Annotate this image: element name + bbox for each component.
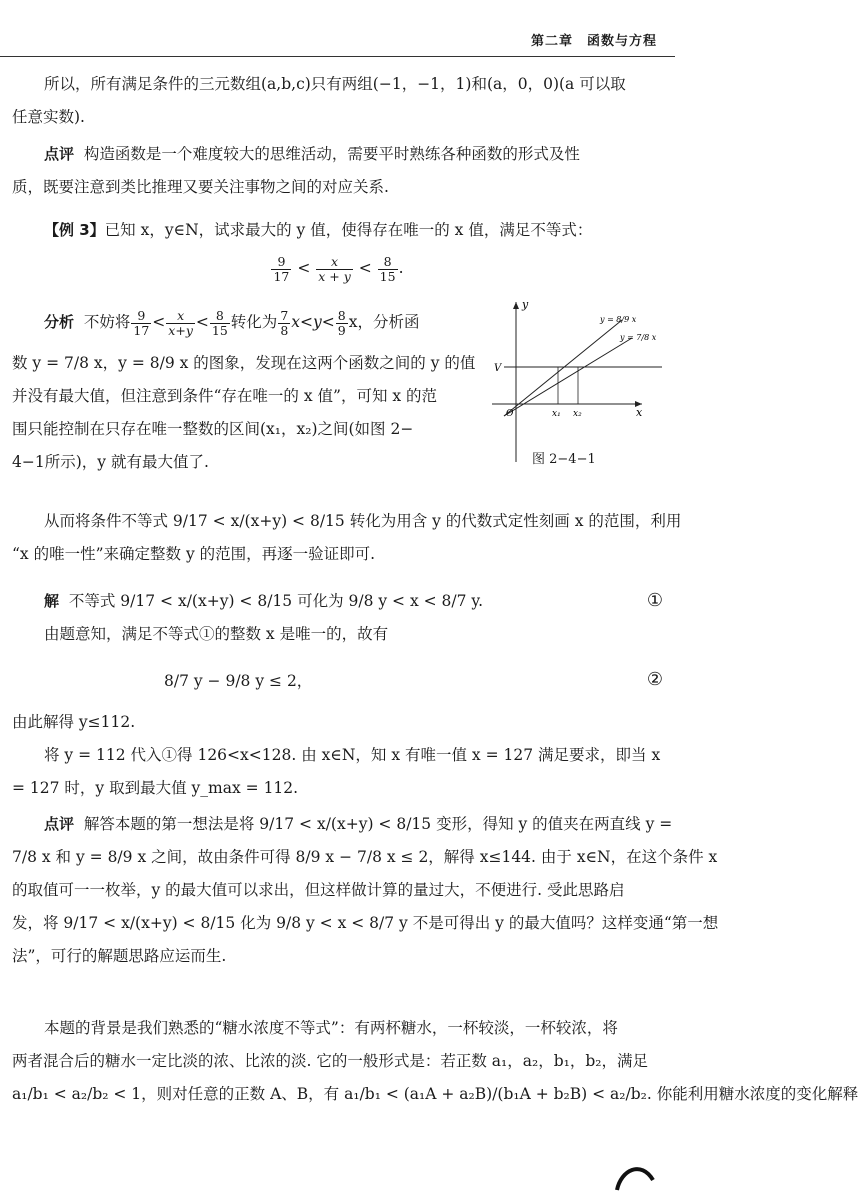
x-axis-label: x [636,406,643,419]
solution-label: 解 [44,592,60,610]
example-formula: $\frac{9}{17}$ < $\frac{x}{x + y}$ < $\frac{8}{15}$ . [273,253,404,284]
text-line: 7/8 x 和 y = 8/9 x 之间，故由条件可得 8/9 x − 7/8 x ≤ 2，解得 x≤144. 由于 x∈N，在这个条件 x [12,848,718,866]
figure-2-4-1 [482,292,668,472]
text-line: 并没有最大值，但注意到条件“存在唯一的 x 值”，可知 x 的范 [12,387,438,405]
analysis: 分析 不妨将 $\frac{9}{17}$ < $\frac{x}{x+y}$ < $\frac{8}{15}$ 转化为 $\frac{7}{8}$ x<y< $\frac{8}{9}$ x，分析函 数 y = 7/8 x，y = 8/9 x 的图象，发现在这两个函数之间的 y 的值 并没有最大值，但注意到条件“存在唯一的 x 值”，可知 x 的范 围只能控制在只存在唯一整数的区间(x₁，x₂)之间(如图 2− 4−1所示)，y 就有最大值了. [12,306,482,479]
equation-mark-2: ② [646,669,663,690]
text-line: 法”，可行的解题思路应运而生. [12,947,227,965]
figure-caption: 图 2−4−1 [532,452,596,467]
header-rule [0,56,675,57]
paragraph-background [12,1012,858,1111]
text-line: 所以，所有满足条件的三元数组(a,b,c)只有两组(−1，−1，1)和(a，0，0)(a 可以取 [44,75,626,93]
x1-label: x₁ [552,409,561,419]
paragraph-conclusion [12,68,662,134]
text-line: 从而将条件不等式 9/17 < x/(x+y) < 8/15 转化为用含 y 的代数式定性刻画 x 的范围，利用 [44,512,682,530]
text-line: 由此解得 y≤112. [12,713,136,731]
y-axis-label: y [522,298,529,311]
remark-1 [12,138,662,204]
running-header: 第二章 函数与方程 [530,34,657,49]
inequality-2: 8/7 y − 9/8 y ≤ 2， [164,672,313,690]
text-line: 发，将 9/17 < x/(x+y) < 8/15 化为 9/8 y < x < 8/7 y 不是可得出 y 的最大值吗？这样变通“第一想 [12,914,719,932]
x2-label: x₂ [573,409,582,419]
text-line: = 127 时，y 取到最大值 y_max = 112. [12,779,299,797]
origin-label: O [506,409,514,419]
text-line: 解答本题的第一想法是将 9/17 < x/(x+y) < 8/15 变形，得知 y 的值夹在两直线 y = [83,815,673,833]
text-line: 围只能控制在只存在唯一整数的区间(x₁，x₂)之间(如图 2− [12,420,414,438]
fraction: $\frac{9}{17}$ [273,253,290,284]
equation-mark-1: ① [646,590,663,611]
text-line: 数 y = 7/8 x，y = 8/9 x 的图象，发现在这两个函数之间的 y 的值 [12,354,476,372]
text-line: 不等式 9/17 < x/(x+y) < 8/15 可化为 9/8 y < x < 8/7 y. [68,592,484,610]
text-line: 质，既要注意到类比推理又要关注事物之间的对应关系. [12,178,389,196]
text-line: 本题的背景是我们熟悉的“糖水浓度不等式”：有两杯糖水，一杯较淡，一杯较浓，将 [44,1019,618,1037]
text-line: 4−1所示)，y 就有最大值了. [12,453,209,471]
example-3 [12,214,662,247]
page-curl-icon [613,1150,657,1194]
analysis-label: 分析 [44,313,75,331]
paragraph-transform [12,505,682,571]
text-line: “x 的唯一性”来确定整数 y 的范围，再逐一验证即可. [12,545,376,563]
text-line: 将 y = 112 代入①得 126<x<128. 由 x∈N，知 x 有唯一值 x = 127 满足要求，即当 x [44,746,661,764]
remark-label: 点评 [44,145,75,163]
text-line: a₁/b₁ < a₂/b₂ < 1，则对任意的正数 A、B，有 a₁/b₁ < (a₁A + a₂B)/(b₁A + b₂B) < a₂/b₂. 你能利用糖水浓度的变化解释 [12,1085,858,1103]
line-label-7-8: y = 7/8 x [620,333,657,342]
remark-2 [12,808,719,973]
example-label: 【例 3】 [44,221,105,239]
text-line: 的取值可一一枚举，y 的最大值可以求出，但这样做计算的量过大，不便进行. 受此思路启 [12,881,625,899]
text-line: 任意实数). [12,108,85,126]
fraction: $\frac{8}{15}$ [379,253,396,284]
text-line: 构造函数是一个难度较大的思维活动，需要平时熟练各种函数的形式及性 [83,145,580,163]
solution [12,585,662,805]
fraction: $\frac{x}{x + y}$ [318,253,351,284]
example-statement: 已知 x，y∈N，试求最大的 y 值，使得存在唯一的 x 值，满足不等式： [104,221,593,239]
text-line: 两者混合后的糖水一定比淡的浓、比浓的淡. 它的一般形式是：若正数 a₁，a₂，b₁，b₂，满足 [12,1052,648,1070]
line-label-8-9: y = 8/9 x [600,315,637,324]
remark-label: 点评 [44,815,75,833]
text-line: 由题意知，满足不等式①的整数 x 是唯一的，故有 [44,625,389,643]
v-label: V [494,363,502,374]
